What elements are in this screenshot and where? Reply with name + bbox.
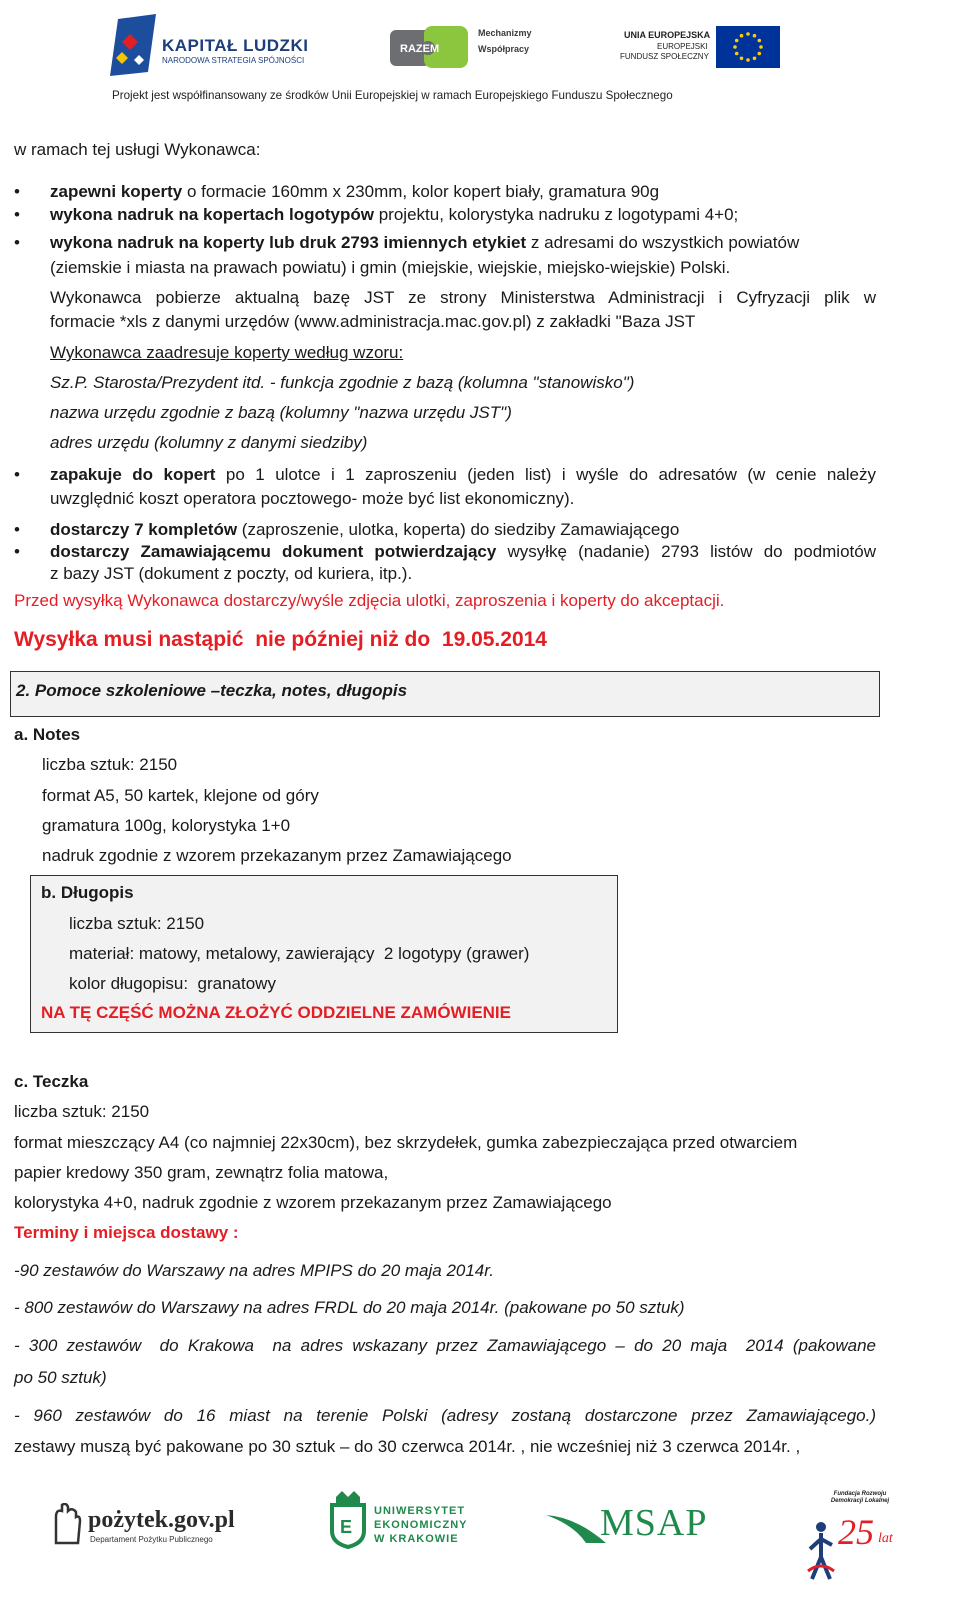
notes-quantity: liczba sztuk: 2150 bbox=[42, 755, 178, 774]
frdl-lat-word: lat bbox=[878, 1531, 893, 1546]
notes-paper: gramatura 100g, kolorystyka 1+0 bbox=[42, 816, 291, 835]
address-template-line3: adres urzędu (kolumny z danymi siedziby) bbox=[50, 433, 368, 452]
address-template-line2: nazwa urzędu zgodnie z bazą (kolumny "nazwa urzędu JST") bbox=[50, 403, 512, 422]
wspolpracy-text: Współpracy bbox=[478, 44, 530, 54]
eu-line2: EUROPEJSKI bbox=[657, 42, 708, 51]
delivery-item-krakow-line2: po 50 sztuk) bbox=[14, 1368, 107, 1387]
uek-line3: W KRAKOWIE bbox=[374, 1533, 459, 1545]
razem-badge-text: RAZEM bbox=[400, 43, 440, 55]
bullet-deliver-sets: dostarczy 7 kompletów (zaproszenie, ulotka, koperta) do siedziby Zamawiającego bbox=[50, 520, 680, 539]
footer bbox=[0, 1485, 960, 1615]
cofinancing-note: Projekt jest współfinansowany ze środków Unii Europejskiej w ramach Europejskiego Funduszu Społecznego bbox=[112, 89, 673, 102]
pozytek-hand-icon bbox=[50, 1503, 84, 1545]
uek-crest-icon bbox=[328, 1491, 368, 1549]
bullet-dot: • bbox=[14, 542, 20, 561]
bullet-labels-line2: (ziemskie i miasta na prawach powiatu) i gmin (miejskie, wiejskie, miejsko-wiejskie) Polski. bbox=[50, 258, 731, 277]
eu-line3: FUNDUSZ SPOŁECZNY bbox=[620, 52, 709, 61]
delivery-item-warsaw-frdl: - 800 zestawów do Warszawy na adres FRDL do 20 maja 2014r. (pakowane po 50 sztuk) bbox=[14, 1298, 685, 1317]
bullet-dot: • bbox=[14, 465, 20, 484]
address-template-line1: Sz.P. Starosta/Prezydent itd. - funkcja zgodnie z bazą (kolumna "stanowisko") bbox=[50, 373, 635, 392]
approval-note: Przed wysyłką Wykonawca dostarczy/wyśle zdjęcia ulotki, zaproszenia i koperty do akceptacji. bbox=[14, 591, 725, 610]
pen-title: b. Długopis bbox=[41, 883, 134, 902]
eu-line1: UNIA EUROPEJSKA bbox=[624, 30, 711, 40]
bullet-dot: • bbox=[14, 520, 20, 539]
delivery-title: Terminy i miejsca dostawy : bbox=[14, 1223, 239, 1242]
folder-title: c. Teczka bbox=[14, 1072, 89, 1091]
notes-print: nadruk zgodnie z wzorem przekazanym przez Zamawiającego bbox=[42, 846, 512, 865]
bullet-dot: • bbox=[14, 233, 20, 252]
uek-line1: UNIWERSYTET bbox=[374, 1505, 466, 1517]
pen-quantity: liczba sztuk: 2150 bbox=[69, 914, 205, 933]
eu-flag-icon bbox=[716, 26, 780, 68]
section2-heading-box bbox=[10, 671, 880, 717]
pen-separate-order-note: NA TĘ CZĘŚĆ MOŻNA ZŁOŻYĆ ODDZIELNE ZAMÓWIENIE bbox=[41, 1003, 511, 1022]
bullet-confirmation-line2: z bazy JST (dokument z poczty, od kuriera, itp.). bbox=[50, 564, 413, 583]
svg-text:E: E bbox=[340, 1517, 353, 1537]
folder-print: kolorystyka 4+0, nadruk zgodnie z wzorem przekazanym przez Zamawiającego bbox=[14, 1193, 612, 1212]
bullet-packing: zapakuje do kopert po 1 ulotce i 1 zaproszeniu (jeden list) i wyśle do adresatów (w cenie należy bbox=[50, 465, 876, 484]
pozytek-logo-sub: Departament Pożytku Publicznego bbox=[90, 1535, 213, 1544]
bullet-envelopes: zapewni koperty o formacie 160mm x 230mm, kolor kopert biały, gramatura 90g bbox=[50, 182, 660, 201]
delivery-item-16-cities: - 960 zestawów do 16 miast na terenie Polski (adresy zostaną dostarczone przez Zamawiającego.) bbox=[14, 1406, 876, 1425]
frdl-25-number: 25 bbox=[838, 1512, 874, 1552]
mechanizmy-text: Mechanizmy bbox=[478, 28, 532, 38]
frdl-figure-icon bbox=[806, 1521, 836, 1583]
bullet-labels-line4: formacie *xls z danymi urzędów (www.administracja.mac.gov.pl) z zakładki "Baza JST bbox=[50, 312, 696, 331]
folder-format: format mieszczący A4 (co najmniej 22x30cm), bez skrzydełek, gumka zabezpieczająca przed otwarciem bbox=[14, 1133, 798, 1152]
bullet-logo-print: wykona nadruk na kopertach logotypów projektu, kolorystyka nadruku z logotypami 4+0; bbox=[50, 205, 739, 224]
msap-logo-text: MSAP bbox=[600, 1502, 708, 1544]
bullet-confirmation: dostarczy Zamawiającemu dokument potwierdzający wysyłkę (nadanie) 2793 listów do podmiotów bbox=[50, 542, 876, 561]
deadline-heading: Wysyłka musi nastąpić nie później niż do 19.05.2014 bbox=[14, 628, 547, 651]
frdl-name: Fundacja Rozwoju Demokracji Lokalnej bbox=[830, 1491, 890, 1504]
bullet-labels-line3: Wykonawca pobierze aktualną bazę JST ze strony Ministerstwa Administracji i Cyfryzacji plik w bbox=[50, 288, 876, 307]
delivery-packing-note: zestawy muszą być pakowane po 30 sztuk – do 30 czerwca 2014r. , nie wcześniej niż 3 czerwca 2014r. , bbox=[14, 1437, 801, 1456]
notes-title: a. Notes bbox=[14, 725, 81, 744]
kapital-ludzki-subtitle: NARODOWA STRATEGIA SPÓJNOŚCI bbox=[162, 56, 305, 65]
folder-paper: papier kredowy 350 gram, zewnątrz folia matowa, bbox=[14, 1163, 389, 1182]
bullet-packing-line2: uwzględnić koszt operatora pocztowego- może być list ekonomiczny). bbox=[50, 489, 575, 508]
delivery-item-warsaw-mpips: -90 zestawów do Warszawy na adres MPIPS do 20 maja 2014r. bbox=[14, 1261, 495, 1280]
intro-line: w ramach tej usługi Wykonawca: bbox=[14, 140, 261, 159]
pozytek-logo-text: pożytek.gov.pl bbox=[88, 1507, 235, 1533]
delivery-item-krakow: - 300 zestawów do Krakowa na adres wskazany przez Zamawiającego – do 20 maja 2014 (pakowane bbox=[14, 1336, 876, 1355]
section2-title: 2. Pomoce szkoleniowe –teczka, notes, długopis bbox=[16, 681, 408, 700]
bullet-labels: wykona nadruk na koperty lub druk 2793 imiennych etykiet z adresami do wszystkich powiatów bbox=[50, 233, 800, 252]
pen-box bbox=[30, 875, 618, 1033]
kapital-ludzki-emblem bbox=[108, 14, 158, 76]
bullet-dot: • bbox=[14, 182, 20, 201]
notes-format: format A5, 50 kartek, klejone od góry bbox=[42, 786, 319, 805]
pen-color: kolor długopisu: granatowy bbox=[69, 974, 276, 993]
bullet-labels-line5: Wykonawca zaadresuje koperty według wzoru: bbox=[50, 343, 404, 362]
kapital-ludzki-title: KAPITAŁ LUDZKI bbox=[162, 36, 309, 55]
folder-quantity: liczba sztuk: 2150 bbox=[14, 1102, 150, 1121]
uek-line2: EKONOMICZNY bbox=[374, 1519, 468, 1531]
pen-material: materiał: matowy, metalowy, zawierający 2 logotypy (grawer) bbox=[69, 944, 530, 963]
header bbox=[0, 0, 960, 115]
bullet-dot: • bbox=[14, 205, 20, 224]
